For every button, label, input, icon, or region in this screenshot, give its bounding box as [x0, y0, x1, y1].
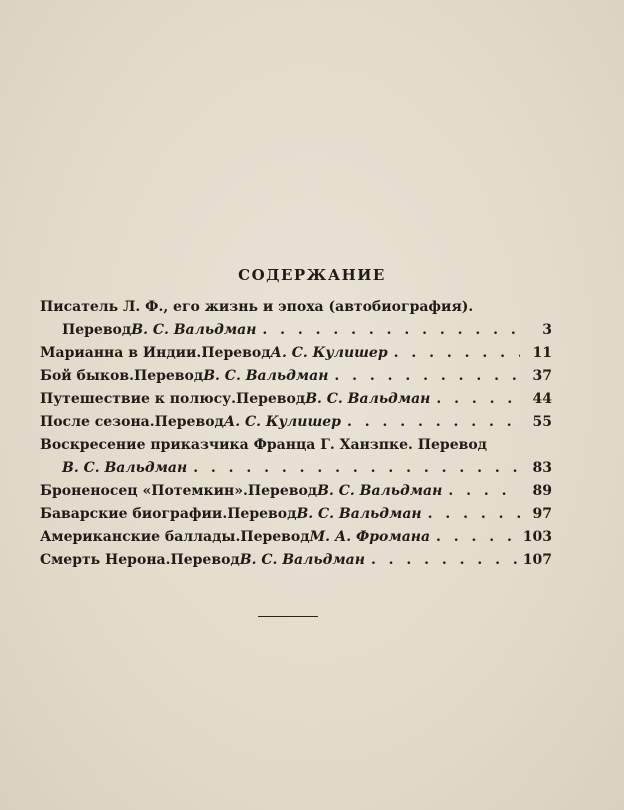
entry-translator: В. С. Вальдман	[239, 552, 365, 568]
entry-translator-prefix: Перевод	[201, 345, 271, 361]
entry-page: 107	[522, 552, 552, 568]
entry-translator-prefix: Перевод	[240, 529, 310, 545]
entry-title: Марианна в Индии.	[40, 345, 202, 361]
leader-dots	[430, 526, 519, 549]
entry-page: 83	[532, 460, 552, 476]
entry-page: 89	[532, 483, 552, 499]
entry-translator: В. С. Вальдман	[203, 368, 329, 384]
toc-entry	[40, 457, 552, 480]
entry-page: 103	[522, 529, 552, 545]
entry-page: 3	[542, 322, 552, 338]
entry-title: Путешествие к полюсу.	[40, 391, 236, 407]
entry-translator: В. С. Вальдман	[131, 322, 257, 338]
entry-translator-prefix: Перевод	[235, 391, 306, 407]
entry-translator-prefix: Перевод	[247, 483, 318, 499]
toc-entry	[40, 319, 552, 342]
leader-dots	[442, 480, 520, 503]
leader-dots	[328, 365, 520, 388]
toc-entry	[40, 365, 552, 388]
entry-title: Бой быков.	[40, 368, 134, 384]
toc-entry	[40, 342, 552, 365]
entry-page: 11	[532, 345, 552, 361]
entry-translator: А. С. Кулишер	[223, 414, 341, 430]
leader-dots	[365, 549, 519, 572]
closing-rule	[258, 616, 318, 617]
toc-entry	[40, 388, 552, 411]
entry-title: Баварские биографии.	[40, 506, 228, 522]
entry-translator: В. С. Вальдман	[62, 460, 188, 476]
toc-entry	[40, 503, 552, 526]
entry-translator-prefix: Перевод	[170, 552, 240, 568]
entry-translator: В. С. Вальдман	[296, 506, 422, 522]
toc-entry	[40, 526, 552, 549]
entry-page: 37	[532, 368, 552, 384]
leader-dots	[256, 319, 520, 342]
entry-title: Броненосец «Потемкин».	[40, 483, 248, 499]
entry-translator: М. А. Фромана	[309, 529, 431, 545]
contents-heading: СОДЕРЖАНИЕ	[238, 266, 386, 284]
entry-title: После сезона.	[40, 414, 155, 430]
entry-translator-prefix: Перевод	[62, 322, 132, 338]
entry-page: 44	[532, 391, 552, 407]
toc-entry	[40, 411, 552, 434]
table-of-contents	[40, 296, 552, 572]
entry-title: Воскресение приказчика Франца Г. Ханзпке. Перевод	[40, 437, 488, 453]
leader-dots	[430, 388, 520, 411]
entry-translator-prefix: Перевод	[133, 368, 204, 384]
toc-entry	[40, 434, 552, 457]
toc-entry	[40, 296, 552, 319]
entry-translator: А. С. Кулишер	[270, 345, 388, 361]
entry-page: 55	[532, 414, 552, 430]
entry-translator-prefix: Перевод	[154, 414, 224, 430]
leader-dots	[187, 457, 520, 480]
toc-entry	[40, 480, 552, 503]
entry-title: Американские баллады.	[40, 529, 241, 545]
entry-title: Смерть Нерона.	[40, 552, 171, 568]
entry-translator: В. С. Вальдман	[317, 483, 443, 499]
leader-dots	[422, 503, 520, 526]
leader-dots	[341, 411, 520, 434]
entry-title: Писатель Л. Ф., его жизнь и эпоха (автобиография).	[40, 299, 474, 315]
entry-translator: В. С. Вальдман	[305, 391, 431, 407]
entry-translator-prefix: Перевод	[227, 506, 297, 522]
toc-entry	[40, 549, 552, 572]
leader-dots	[388, 342, 520, 365]
entry-page: 97	[532, 506, 552, 522]
